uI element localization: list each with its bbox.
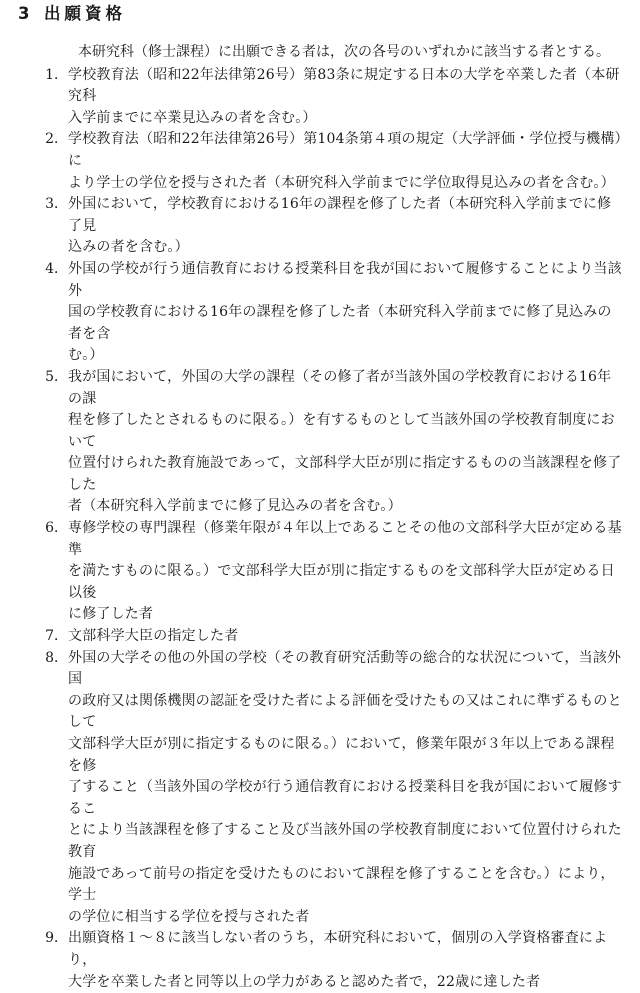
item-number: 3． (45, 196, 68, 213)
list-item (34, 259, 624, 367)
item-number: 8． (45, 649, 68, 666)
list-item (34, 129, 624, 194)
section-title: 出願資格 (44, 4, 126, 23)
item-text: 専修学校の専門課程（修業年限が４年以上であることその他の文部科学大臣が定める基準 を満たすものに限る。）で文部科学大臣が別に指定するものを文部科学大臣が定める日以後 に修了した者 (68, 520, 622, 623)
item-text: 我が国において，外国の大学の課程（その修了者が当該外国の学校教育における16年の課 程を修了したとされるものに限る。）を有するものとして当該外国の学校教育制度において 位置付けられた教育施設であって，文部科学大臣が別に指定するものの当該課程を修了した 者（本研究科入学前までに修了見込みの者を含む。） (68, 368, 622, 515)
list-item (34, 518, 624, 626)
item-text: 外国の学校が行う通信教育における授業科目を我が国において履修することにより当該外 国の学校教育における16年の課程を修了した者（本研究科入学前までに修了見込みの者を含 む。） (68, 260, 622, 364)
list-item (34, 928, 624, 993)
item-number: 6． (45, 520, 68, 537)
item-text: 出願資格１～８に該当しない者のうち，本研究科において，個別の入学資格審査により， 大学を卒業した者と同等以上の学力があると認めた者で，22歳に達した者 (68, 930, 608, 990)
item-number: 9． (45, 930, 68, 947)
item-number: 2． (45, 131, 68, 148)
section-heading (18, 2, 126, 26)
item-text: 学校教育法（昭和22年法律第26号）第83条に規定する日本の大学を卒業した者（本研究科 入学前までに卒業見込みの者を含む。） (68, 66, 620, 126)
list-item (34, 65, 624, 130)
item-text: 外国の大学その他の外国の学校（その教育研究活動等の総合的な状況について，当該外国 の政府又は関係機関の認証を受けた者による評価を受けたもの又はこれに準ずるものとして 文部科学大臣が別に指定するものに限る。）において，修業年限が３年以上である課程を修 了すること（当該外国の学校が行う通信教育における授業科目を我が国において履修するこ とにより当該課程を修了すること及び当該外国の学校教育制度において位置付けられた教育 施設であって前号の指定を受けたものにおいて課程を修了することを含む。）により，学士 の学位に相当する学位を授与された者 (68, 649, 622, 925)
item-number: 5． (45, 368, 68, 385)
list-item (34, 367, 624, 518)
list-item (34, 648, 624, 929)
list-item (34, 194, 624, 259)
eligibility-content (34, 42, 624, 993)
section-number: 3 (18, 4, 31, 23)
list-item (34, 626, 624, 648)
item-text: 文部科学大臣の指定した者 (68, 628, 239, 645)
item-text: 外国において，学校教育における16年の課程を修了した者（本研究科入学前までに修了見 込みの者を含む。） (68, 196, 612, 256)
intro-paragraph: 本研究科（修士課程）に出願できる者は，次の各号のいずれかに該当する者とする。 (78, 44, 610, 60)
item-text: 学校教育法（昭和22年法律第26号）第104条第４項の規定（大学評価・学位授与機構）に より学士の学位を授与された者（本研究科入学前までに学位取得見込みの者を含む。） (68, 131, 622, 191)
item-number: 1． (45, 66, 68, 83)
item-number: 7． (45, 628, 68, 645)
item-number: 4． (45, 260, 68, 277)
